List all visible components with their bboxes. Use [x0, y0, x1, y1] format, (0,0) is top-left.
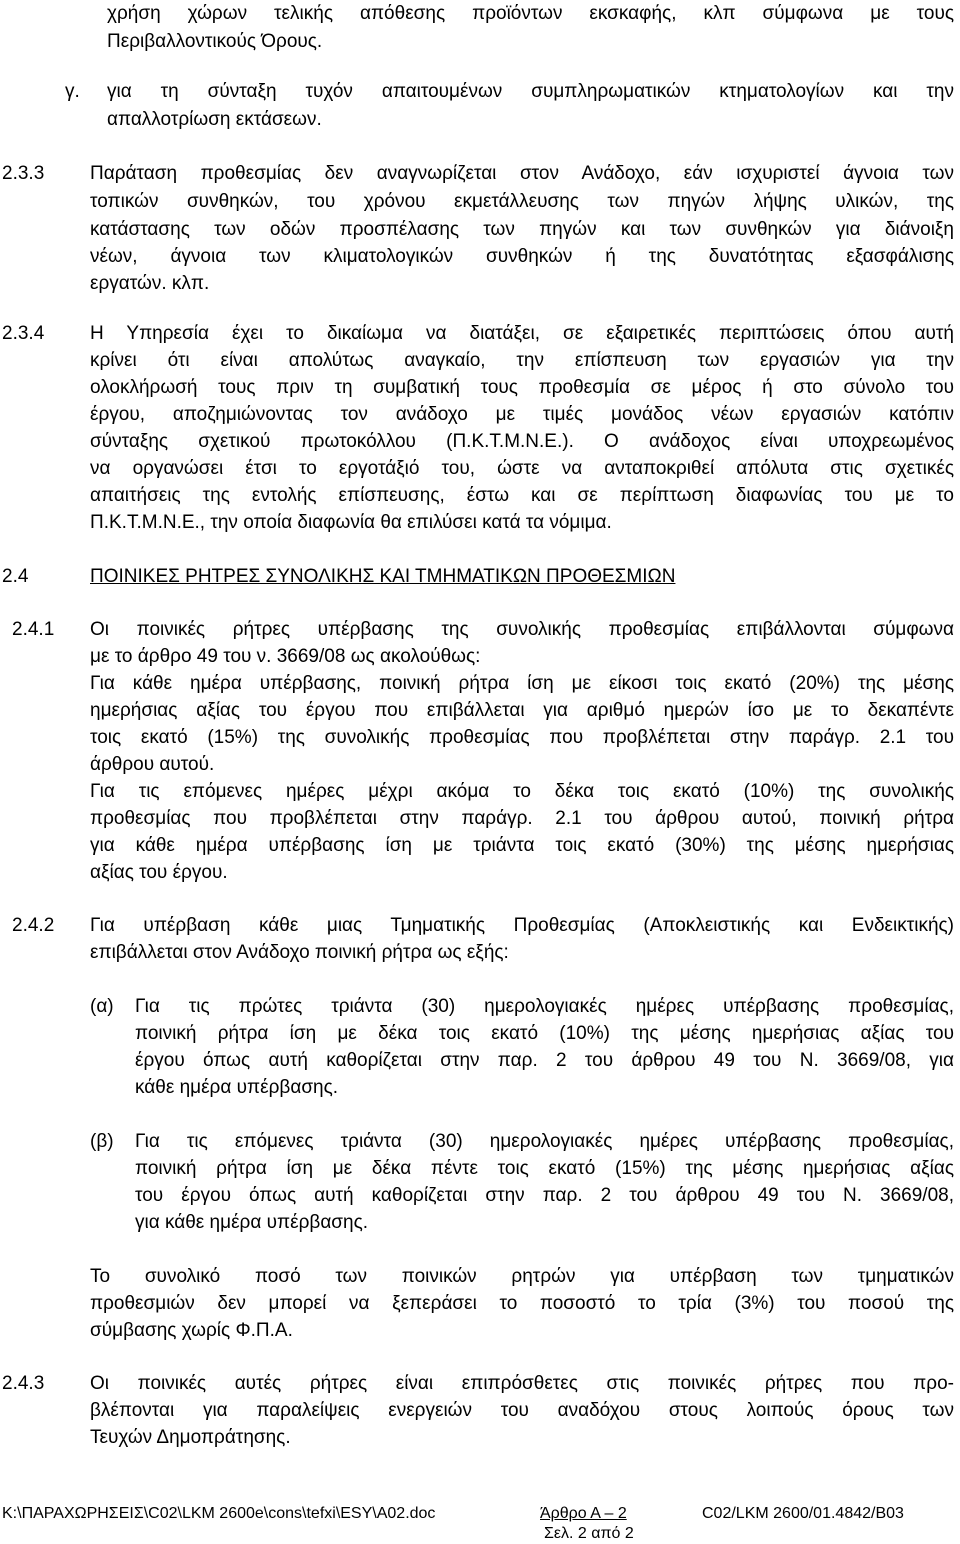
text-line: Για τις πρώτες τριάντα (30) ημερολογιακές ημέρες υπέρβασης προθεσμίας,	[135, 996, 954, 1017]
section-heading: ΠΟΙΝΙΚΕΣ ΡΗΤΡΕΣ ΣΥΝΟΛΙΚΗΣ ΚΑΙ ΤΜΗΜΑΤΙΚΩΝ ΠΡΟΘΕΣΜΙΩΝ	[90, 566, 676, 587]
text-line: Για κάθε ημέρα υπέρβασης, ποινική ρήτρα ίση με είκοσι τοις εκατό (20%) της μέσης	[90, 673, 954, 694]
text-line: βλέπονται για παραλείψεις ενεργειών του αναδόχου στους λοιπούς όρους των	[90, 1400, 954, 1421]
file-path: K:\ΠΑΡΑΧΩΡΗΣΕΙΣ\C02\LKM 2600e\cons\tefxi\ESY\A02.doc	[2, 1505, 436, 1522]
text-line: κατάστασης των οδών προσπέλασης των πηγών και των συνθηκών για διάνοιξη	[90, 219, 954, 240]
text-line: ολοκλήρωσή τους πριν τη συμβατική τους προθεσμία σε μέρος ή στο σύνολο του	[90, 377, 954, 398]
section-number: 2.4.1	[12, 619, 55, 640]
text-line: για κάθε ημέρα υπέρβασης ίση με τριάντα τοις εκατό (30%) της μέσης ημερήσιας	[90, 835, 954, 856]
text-line: κάθε ημέρα υπέρβασης.	[135, 1077, 339, 1098]
text-line: ημερήσιας αξίας του έργου που επιβάλλεται για αριθμό ημερών ίσο με το δεκαπέντε	[90, 700, 954, 721]
text-line: του έργου όπως αυτή καθορίζεται στην παρ. 2 του άρθρου 49 του Ν. 3669/08,	[135, 1185, 954, 1206]
text-line: Περιβαλλοντικούς Όρους.	[107, 31, 323, 52]
item-label: γ.	[65, 81, 80, 102]
text-line: για τη σύνταξη τυχόν απαιτουμένων συμπληρωματικών κτηματολογίων και την	[107, 81, 954, 102]
text-line: τοπικών συνθηκών, του χρόνου εκμετάλλευσης των πηγών λήψης υλικών, της	[90, 191, 954, 212]
text-line: απαιτήσεις της εντολής επίσπευσης, έστω και σε περίπτωση διαφωνίας του με το	[90, 485, 954, 506]
section-number: 2.3.3	[2, 163, 45, 184]
text-line: κρίνει ότι είναι απολύτως αναγκαίο, την επίσπευση των εργασιών για την	[90, 350, 954, 371]
text-line: Οι ποινικές ρήτρες υπέρβασης της συνολικής προθεσμίας επιβάλλονται σύμφωνα	[90, 619, 954, 640]
section-number: 2.4	[2, 566, 29, 587]
text-line: σύνταξης σχετικού πρωτοκόλλου (Π.Κ.Τ.Μ.Ν.Ε.). Ο ανάδοχος είναι υποχρεωμένος	[90, 431, 954, 452]
text-line: Π.Κ.Τ.Μ.Ν.Ε., την οποία διαφωνία θα επιλύσει κατά τα νόμιμα.	[90, 512, 612, 533]
section-number: 2.3.4	[2, 323, 45, 344]
text-line: έργου, αποζημιώνοντας τον ανάδοχο με τιμές μονάδος νέων εργασιών κατόπιν	[90, 404, 954, 425]
item-label: (β)	[90, 1131, 114, 1152]
text-line: Για υπέρβαση κάθε μιας Τμηματικής Προθεσμίας (Αποκλειστικής και Ενδεικτικής)	[90, 915, 954, 936]
section-number: 2.4.3	[2, 1373, 45, 1394]
text-line: Το συνολικό ποσό των ποινικών ρητρών για υπέρβαση των τμηματικών	[90, 1266, 954, 1287]
text-line: άρθρου αυτού.	[90, 754, 215, 775]
text-line: σύμβασης χωρίς Φ.Π.Α.	[90, 1320, 293, 1341]
text-line: με το άρθρο 49 του ν. 3669/08 ως ακολούθως:	[90, 646, 481, 667]
text-line: για κάθε ημέρα υπέρβασης.	[135, 1212, 369, 1233]
text-line: αξίας του έργου.	[90, 862, 228, 883]
text-line: προθεσμιών δεν μπορεί να ξεπεράσει το ποσοστό το τρία (3%) του ποσού της	[90, 1293, 954, 1314]
text-line: Για τις επόμενες τριάντα (30) ημερολογιακές ημέρες υπέρβασης προθεσμίας,	[135, 1131, 954, 1152]
text-line: νέων, άγνοια των κλιματολογικών συνθηκών ή της δυνατότητας εξασφάλισης	[90, 246, 954, 267]
text-line: Οι ποινικές αυτές ρήτρες είναι επιπρόσθετες στις ποινικές ρήτρες που προ-	[90, 1373, 954, 1394]
text-line: Για τις επόμενες ημέρες μέχρι ακόμα το δέκα τοις εκατό (10%) της συνολικής	[90, 781, 954, 802]
text-line: χρήση χώρων τελικής απόθεσης προϊόντων εκσκαφής, κλπ σύμφωνα με τους	[107, 3, 954, 24]
text-line: εργατών. κλπ.	[90, 273, 210, 294]
text-line: να οργανώσει έτσι το εργοτάξιό του, ώστε να ανταποκριθεί απόλυτα στις σχετικές	[90, 458, 954, 479]
text-line: Τευχών Δημοπράτησης.	[90, 1427, 291, 1448]
text-line: Η Υπηρεσία έχει το δικαίωμα να διατάξει, σε εξαιρετικές περιπτώσεις όπου αυτή	[90, 323, 954, 344]
item-label: (α)	[90, 996, 114, 1017]
text-line: τοις εκατό (15%) της συνολικής προθεσμίας που προβλέπεται στην παράγρ. 2.1 του	[90, 727, 954, 748]
text-line: ποινική ρήτρα ίση με δέκα τοις εκατό (10%) της μέσης ημερήσιας αξίας του	[135, 1023, 954, 1044]
text-line: απαλλοτρίωση εκτάσεων.	[107, 109, 322, 130]
text-line: Παράταση προθεσμίας δεν αναγνωρίζεται στον Ανάδοχο, εάν ισχυριστεί άγνοια των	[90, 163, 954, 184]
text-line: επιβάλλεται στον Ανάδοχο ποινική ρήτρα ως εξής:	[90, 942, 509, 963]
section-number: 2.4.2	[12, 915, 55, 936]
text-line: ποινική ρήτρα ίση με δέκα πέντε τοις εκατό (15%) της μέσης ημερήσιας αξίας	[135, 1158, 954, 1179]
article-label: Άρθρο Α – 2	[540, 1505, 627, 1522]
document-code: C02/LKM 2600/01.4842/B03	[702, 1505, 904, 1522]
page-number: Σελ. 2 από 2	[544, 1525, 634, 1542]
text-line: προθεσμίας που προβλέπεται στην παράγρ. 2.1 του άρθρου αυτού, ποινική ρήτρα	[90, 808, 954, 829]
text-line: έργου όπως αυτή καθορίζεται στην παρ. 2 του άρθρου 49 του Ν. 3669/08, για	[135, 1050, 954, 1071]
